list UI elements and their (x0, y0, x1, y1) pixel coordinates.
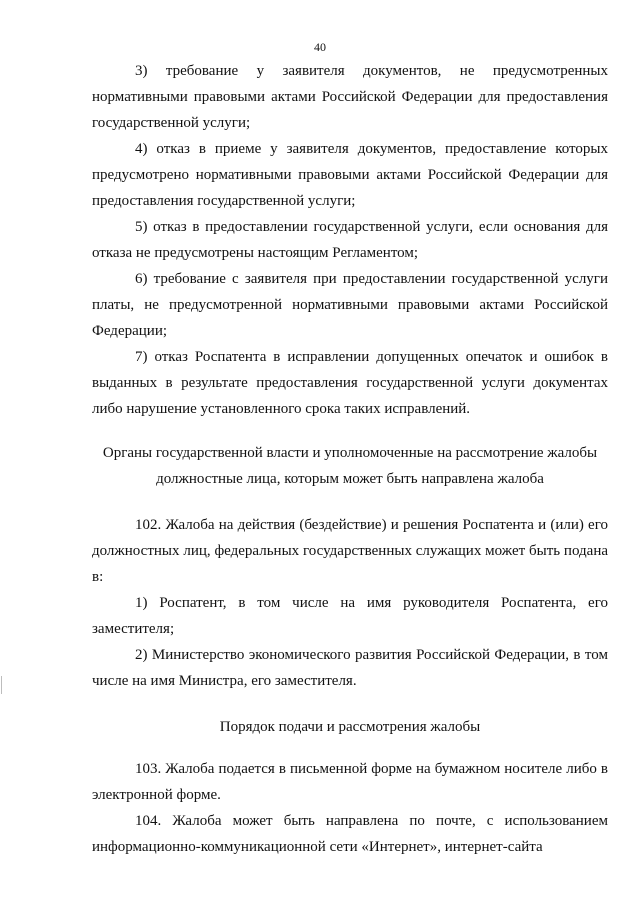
clause-102-item-2: 2) Министерство экономического развития Российской Федерации, в том числе на имя Министра, его заместителя. (92, 647, 608, 689)
section-heading-procedure: Порядок подачи и рассмотрения жалобы (219, 719, 481, 735)
item-4-paragraph: 4) отказ в приеме у заявителя документов, предоставление которых предусмотрено нормативными правовыми актами Российской Федерации для предоставления государственной услуги; (92, 141, 608, 209)
clause-102-item-1: 1) Роспатент, в том числе на имя руководителя Роспатента, его заместителя; (92, 595, 608, 637)
scan-edge-mark (1, 676, 2, 694)
item-5-paragraph: 5) отказ в предоставлении государственной услуги, если основания для отказа не предусмотрены настоящим Регламентом; (92, 219, 608, 261)
clause-103-paragraph: 103. Жалоба подается в письменной форме на бумажном носителе либо в электронной форме. (92, 761, 608, 803)
item-7-paragraph: 7) отказ Роспатента в исправлении допущенных опечаток и ошибок в выданных в результате предоставления государственной услуги документах либо нарушение установленного срока таких исправлений. (92, 349, 608, 417)
clause-102-paragraph: 102. Жалоба на действия (бездействие) и решения Роспатента и (или) его должностных лиц, федеральных государственных служащих может быть подана в: (92, 517, 608, 585)
document-body (92, 58, 608, 860)
clause-104-paragraph: 104. Жалоба может быть направлена по почте, с использованием информационно-коммуникационной сети «Интернет», интернет-сайта (92, 813, 608, 855)
item-3-paragraph: 3) требование у заявителя документов, не предусмотренных нормативными правовыми актами Российской Федерации для предоставления государственной услуги; (92, 63, 608, 131)
page-number: 40 (314, 40, 326, 54)
item-6-paragraph: 6) требование с заявителя при предоставлении государственной услуги платы, не предусмотренной нормативными правовыми актами Российской Федерации; (92, 271, 608, 339)
section-heading-authorities: Органы государственной власти и уполномоченные на рассмотрение жалобы должностные лица, которым может быть направлена жалоба (102, 445, 598, 487)
